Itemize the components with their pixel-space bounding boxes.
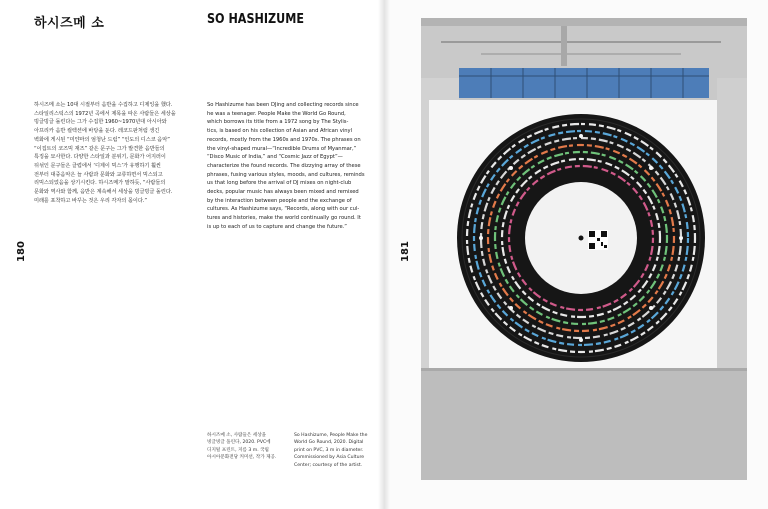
- vinyl-mural: [457, 114, 705, 362]
- body-en-line: the vinyl-shaped mural—“Incredible Drums of Myanmar,”: [207, 145, 357, 152]
- body-en-line: decks, popular music has always been mixed and remixed: [207, 189, 359, 196]
- caption-ko-line: 하시즈메 소, 사람들은 세상을: [207, 433, 267, 438]
- ceiling-column: [561, 26, 567, 66]
- body-ko-line: 아프리카 음반 컬렉션에 바탕을 둔다. 레코드판처럼 생긴: [34, 128, 160, 135]
- body-en-line: tics, is based on his collection of Asian and African vinyl: [207, 128, 353, 135]
- body-ko-line: 벽화에 게시된 “미얀마의 엄청난 드럼” “인도의 디스코 음악”: [34, 136, 170, 143]
- body-text-korean: [34, 101, 200, 205]
- caption-en-line: So Hashizume, People Make the: [294, 433, 368, 438]
- title-korean: 하시즈메 소: [34, 16, 105, 31]
- title-english: SO HASHIZUME: [207, 12, 304, 27]
- body-en-line: So Hashizume has been DJing and collecting records since: [207, 102, 359, 108]
- body-ko-line: 하시즈메 소는 10대 시절부터 음반을 수집하고 디제잉을 했다.: [34, 102, 173, 108]
- body-en-line: he was a teenager. People Make the World Go Round,: [207, 110, 346, 117]
- body-en-line: which borrows its title from a 1972 song by The Stylis-: [207, 119, 349, 126]
- floor: [421, 368, 747, 480]
- caption-english: [294, 432, 376, 469]
- caption-en-line: print on PVC, 3 m in diameter.: [294, 447, 364, 453]
- page-number-left: [13, 238, 29, 264]
- window-band: [459, 68, 709, 98]
- body-en-line: characterize the found records. The dizzying array of these: [207, 162, 361, 169]
- caption-en-line: Center; courtesy of the artist.: [294, 462, 363, 468]
- artwork-photo: [421, 18, 747, 480]
- body-en-line: us that long before the arrival of DJ mixes on night-club: [207, 180, 352, 187]
- body-text-english: [207, 101, 373, 232]
- body-ko-line: 특징을 묘사한다. 다양한 스타일과 분위기, 문화가 어지러이: [34, 154, 166, 161]
- book-gutter: [378, 0, 390, 509]
- page-number-right-text: 181: [399, 240, 411, 262]
- side-wall-right: [717, 78, 747, 368]
- caption-korean: [207, 432, 289, 462]
- caption-ko-line: 빙글빙글 돌린다, 2020. PVC에: [207, 440, 271, 446]
- page-number-left-text: 180: [15, 240, 27, 262]
- body-ko-line: 문화와 역사와 함께, 음반은 계속해서 세상을 빙글빙글 돌린다.: [34, 189, 173, 196]
- caption-en-line: World Go Round, 2020. Digital: [294, 440, 364, 446]
- floor-edge: [421, 368, 747, 371]
- body-en-line: is up to each of us to capture and change the future.”: [207, 223, 347, 230]
- body-en-line: “Disco Music of India,” and “Cosmic Jazz of Egypt”—: [207, 154, 343, 161]
- spindle-hole: [579, 236, 584, 241]
- ceiling-beam: [421, 18, 747, 26]
- body-en-line: by the interaction between people and the exchange of: [207, 197, 352, 204]
- body-ko-line: 뒤섞인 문구들은 클럽에서 ‘디제이 믹스’가 유행하기 훨씬: [34, 162, 161, 169]
- qr-code: [588, 230, 608, 250]
- caption-en-line: Commissioned by Asia Culture: [294, 455, 365, 461]
- page-number-right: [397, 238, 413, 264]
- body-ko-line: 전부터 대중음악은 늘 사람과 문화와 교류하면서 믹스되고: [34, 171, 163, 178]
- body-en-line: tures and histories, make the world continually go round. It: [207, 215, 361, 222]
- caption-ko-line: 아시아문화전당 커미션, 작가 제공.: [207, 455, 277, 461]
- installation-illustration: [421, 18, 747, 480]
- body-ko-line: 리믹스되었음을 상기시킨다. 하시즈메가 말하듯, “사람들의: [34, 180, 166, 187]
- body-en-line: cultures. As Hashizume says, “Records, along with our cul-: [207, 206, 360, 213]
- body-ko-line: “이집트의 코즈믹 재즈” 같은 문구는 그가 발견한 음반들의: [34, 145, 165, 152]
- body-ko-line: 스타일리스틱스의 1972년 곡에서 제목을 따온 사람들은 세상을: [34, 110, 176, 117]
- body-en-line: records, mostly from the 1960s and 1970s. The phrases on: [207, 136, 361, 143]
- body-en-line: phrases, fusing various styles, moods, and cultures, reminds: [207, 171, 365, 178]
- caption-ko-line: 디지털 프린트, 지름 3 m. 국립: [207, 447, 269, 453]
- body-ko-line: 빙글빙글 돌린다는 그가 수집한 1960~1970년대 아시아와: [34, 119, 167, 126]
- body-ko-line: 미래를 포착하고 바꾸는 것은 우리 각자의 몫이다.”: [34, 197, 148, 204]
